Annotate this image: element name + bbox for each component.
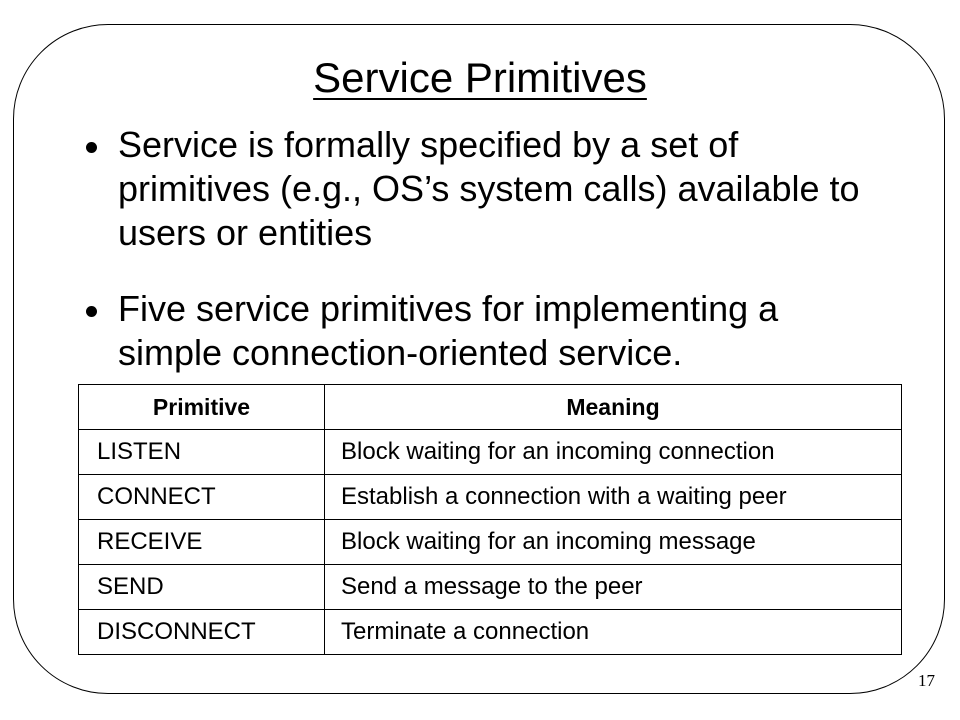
bullet-dot-icon [86,306,97,317]
primitive-cell: CONNECT [79,475,325,520]
meaning-cell: Terminate a connection [325,610,902,655]
bullet-item [86,123,886,255]
slide-title [0,52,960,104]
bullet-text: Five service primitives for implementing a simple connection-oriented service. [118,288,779,373]
meaning-cell: Block waiting for an incoming message [325,520,902,565]
page-number: 17 [918,671,935,690]
table-header-row [79,385,902,430]
table-row [79,475,902,520]
meaning-cell: Establish a connection with a waiting peer [325,475,902,520]
primitive-cell: SEND [79,565,325,610]
bullet-dot-icon [86,142,97,153]
meaning-cell: Block waiting for an incoming connection [325,430,902,475]
column-header-meaning: Meaning [325,385,902,430]
primitives-table [78,384,902,655]
bullet-item [86,287,886,375]
primitive-cell: LISTEN [79,430,325,475]
primitive-cell: DISCONNECT [79,610,325,655]
table-row [79,565,902,610]
primitive-cell: RECEIVE [79,520,325,565]
table-row [79,610,902,655]
meaning-cell: Send a message to the peer [325,565,902,610]
slide-title-text: Service Primitives [313,54,647,101]
bullet-text: Service is formally specified by a set of primitives (e.g., OS’s system calls) available to users or entities [118,124,860,253]
column-header-primitive: Primitive [79,385,325,430]
table-row [79,430,902,475]
table-row [79,520,902,565]
